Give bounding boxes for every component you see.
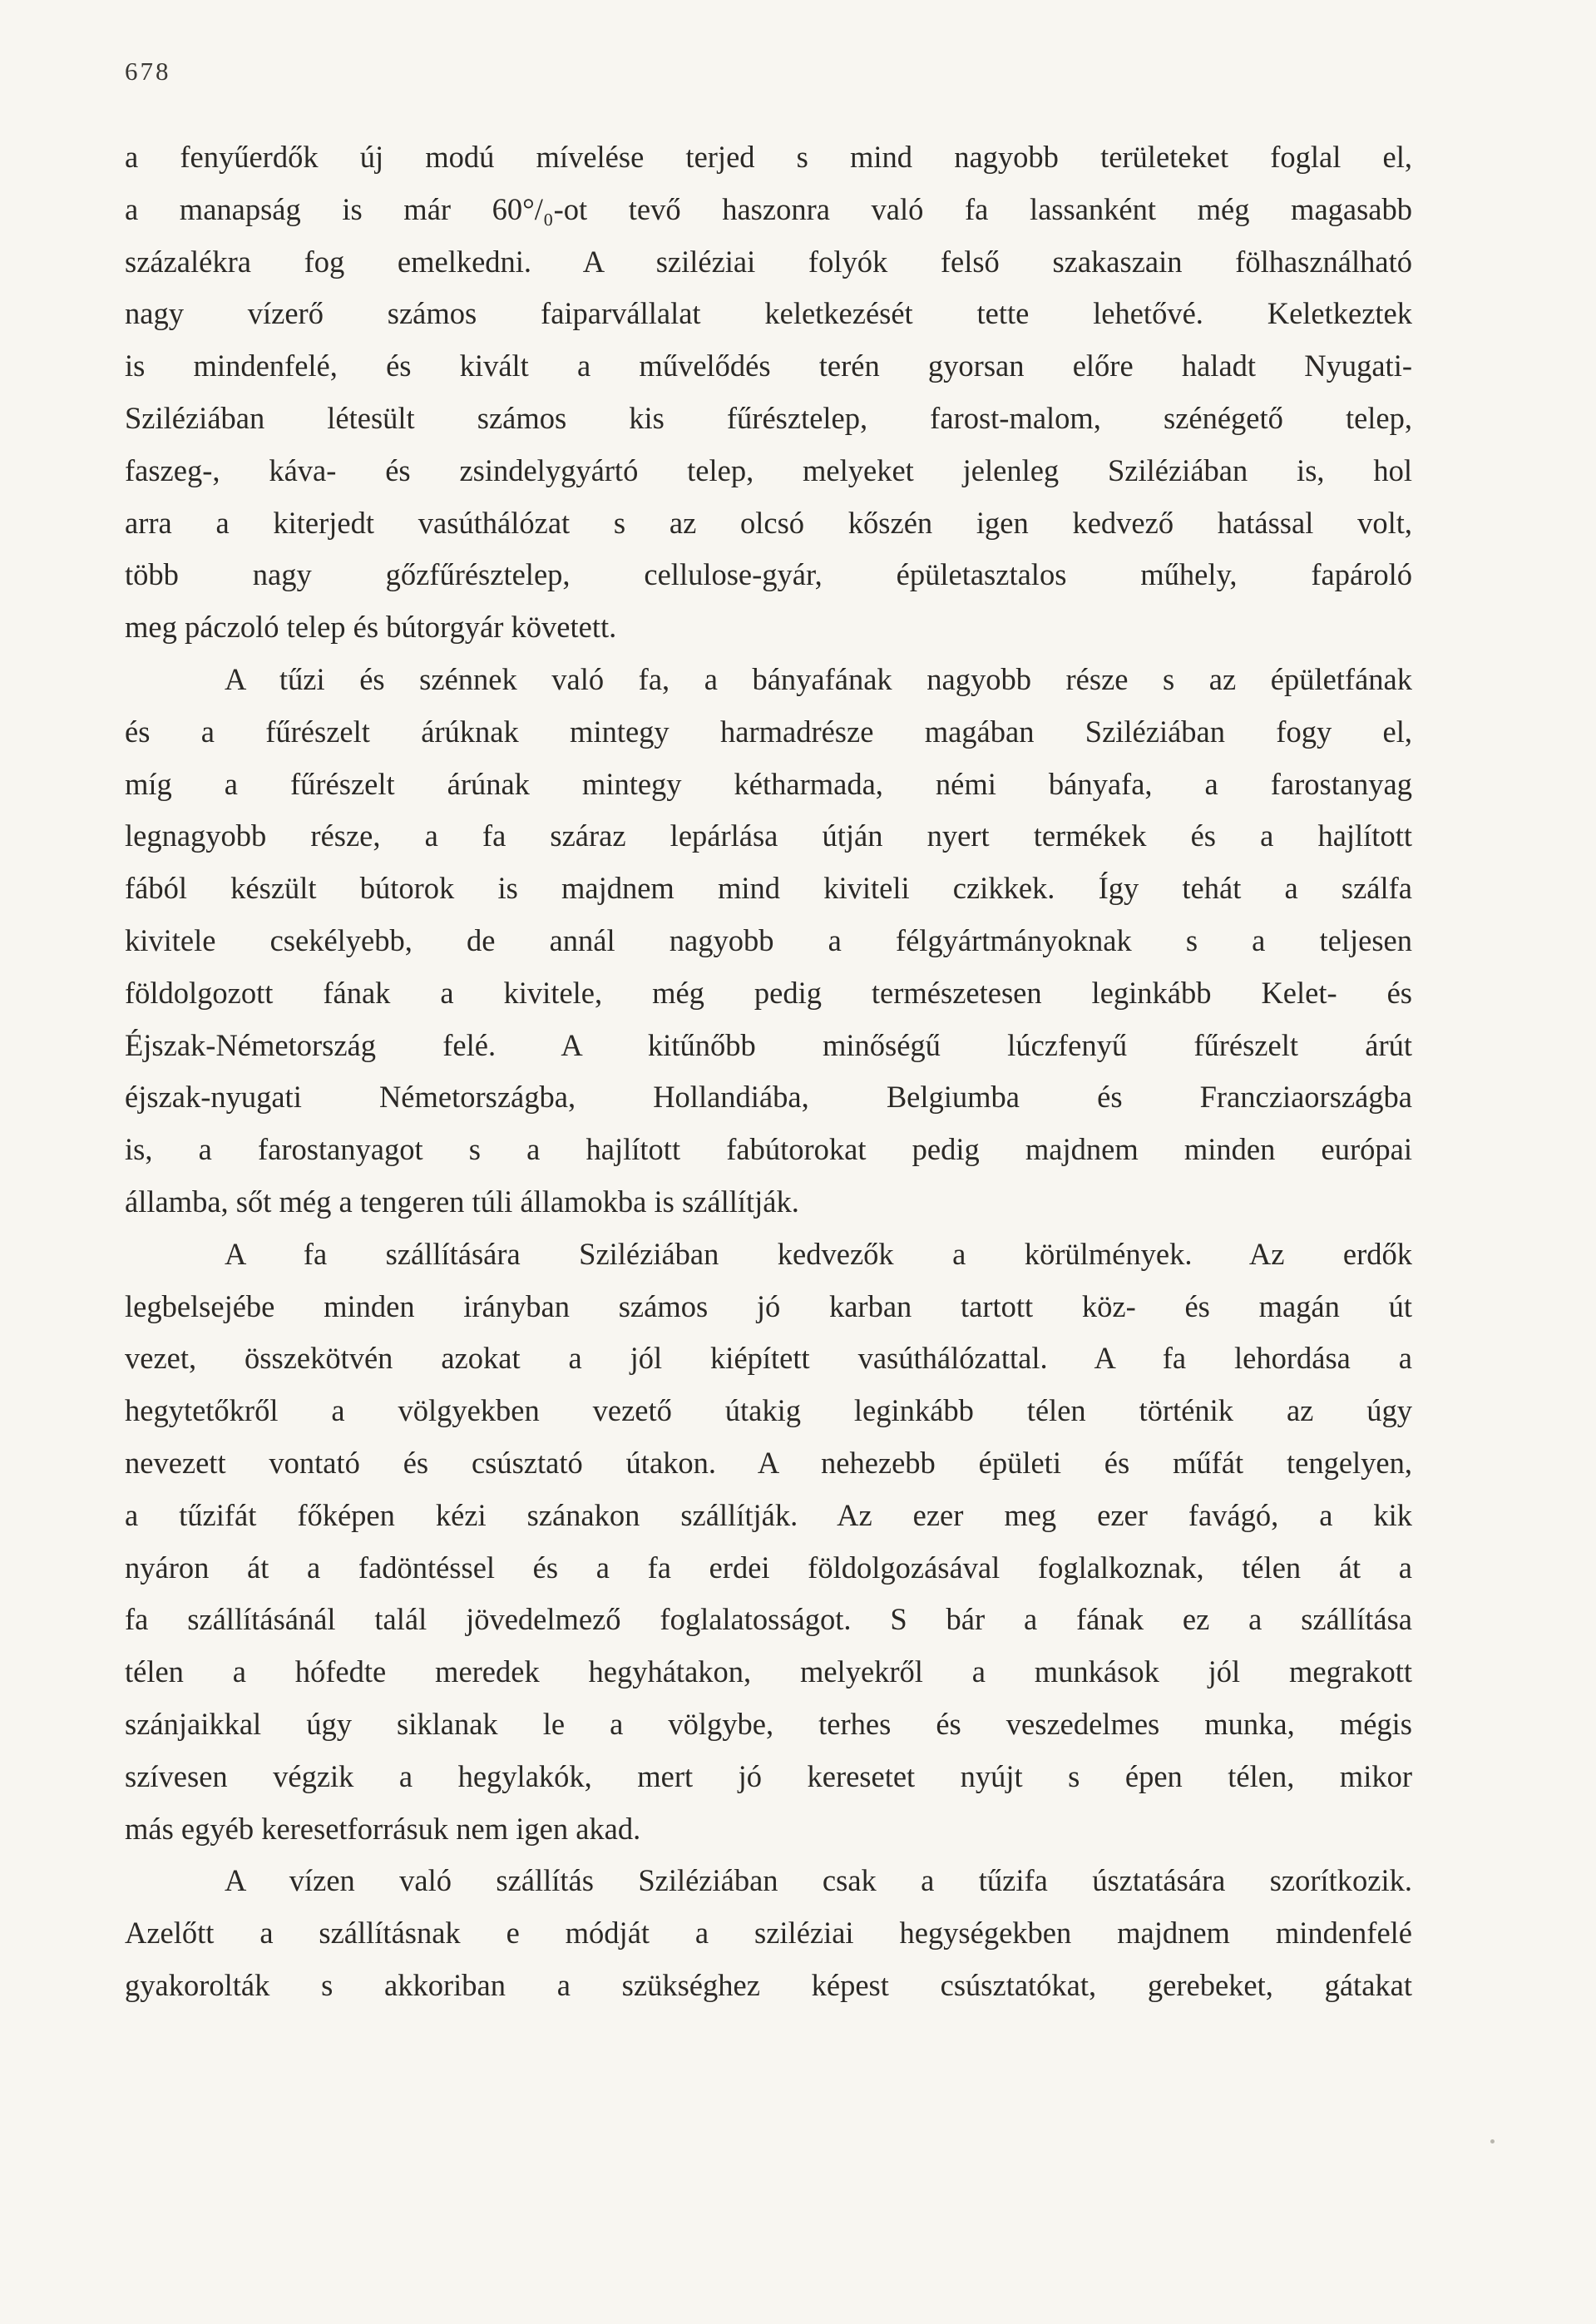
text-line: vezet, összekötvén azokat a jól kiépített vasúthálózattal. A fa lehordása a <box>125 1341 1412 1376</box>
text-line: is, a farostanyagot s a hajlított fabútorokat pedig majdnem minden európai <box>125 1132 1412 1167</box>
body-text <box>125 131 1412 2012</box>
text-line: arra a kiterjedt vasúthálózat s az olcsó kőszén igen kedvező hatással volt, <box>125 505 1412 540</box>
text-line: A vízen való szállítás Sziléziában csak a tűzifa úsztatására szorítkozik. <box>225 1863 1412 1898</box>
text-line: télen a hófedte meredek hegyhátakon, melyekről a munkások jól megrakott <box>125 1654 1412 1689</box>
text-line: éjszak-nyugati Németországba, Hollandiába, Belgiumba és Francziaországba <box>125 1080 1412 1115</box>
text-line: faszeg-, káva- és zsindelygyártó telep, melyeket jelenleg Sziléziában is, hol <box>125 452 1412 487</box>
text-line: legbelsejébe minden irányban számos jó karban tartott köz- és magán út <box>125 1288 1412 1323</box>
text-line: más egyéb keresetforrásuk nem igen akad. <box>125 1811 641 1846</box>
text-line: is mindenfelé, és kivált a művelődés terén gyorsan előre haladt Nyugati- <box>125 349 1412 383</box>
text-line: földolgozott fának a kivitele, még pedig természetesen leginkább Kelet- és <box>125 975 1412 1010</box>
paragraph-3 <box>125 1229 1412 1856</box>
text-line: fából készült bútorok is majdnem mind kiviteli czikkek. Így tehát a szálfa <box>125 871 1412 906</box>
text-line: államba, sőt még a tengeren túli államokba is szállítják. <box>125 1184 799 1219</box>
text-line: fa szállításánál talál jövedelmező foglalatosságot. S bár a fának ez a szállítása <box>125 1602 1412 1637</box>
text-line: és a fűrészelt árúknak mintegy harmadrésze magában Sziléziában fogy el, <box>125 714 1412 749</box>
text-line: nyáron át a fadöntéssel és a fa erdei földolgozásával foglalkoznak, télen át a <box>125 1550 1412 1585</box>
text-line: Éjszak-Németország felé. A kitűnőbb minőségű lúczfenyű fűrészelt árút <box>125 1027 1412 1062</box>
text-line: meg páczoló telep és bútorgyár követett. <box>125 610 617 645</box>
text-line: míg a fűrészelt árúnak mintegy kétharmada, némi bányafa, a farostanyag <box>125 766 1412 801</box>
text-line: szívesen végzik a hegylakók, mert jó keresetet nyújt s épen télen, mikor <box>125 1758 1412 1793</box>
paragraph-4 <box>125 1855 1412 2011</box>
text-line: hegytetőkről a völgyekben vezető útakig leginkább télen történik az úgy <box>125 1393 1412 1428</box>
text-line: nagy vízerő számos faiparvállalat keletkezését tette lehetővé. Keletkeztek <box>125 296 1412 331</box>
text-line: nevezett vontató és csúsztató útakon. A nehezebb épületi és műfát tengelyen, <box>125 1445 1412 1480</box>
text-line: gyakorolták s akkoriban a szükséghez képest csúsztatókat, gerebeket, gátakat <box>125 1967 1412 2002</box>
text-line: A fa szállítására Sziléziában kedvezők a körülmények. Az erdők <box>225 1236 1412 1271</box>
text-line: több nagy gőzfűrésztelep, cellulose-gyár, épületasztalos műhely, fapároló <box>125 557 1412 592</box>
page-number: 678 <box>125 57 171 86</box>
paragraph-2 <box>125 654 1412 1229</box>
page-speck <box>1490 2139 1495 2144</box>
text-line: százalékra fog emelkedni. A sziléziai folyók felső szakaszain fölhasználható <box>125 244 1412 279</box>
text-line: szánjaikkal úgy siklanak le a völgybe, terhes és veszedelmes munka, mégis <box>125 1706 1412 1741</box>
text-line: A tűzi és szénnek való fa, a bányafának nagyobb része s az épületfának <box>225 661 1412 696</box>
text-line: Azelőtt a szállításnak e módját a sziléziai hegységekben majdnem mindenfelé <box>125 1916 1412 1951</box>
text-line: Sziléziában létesült számos kis fűrésztelep, farost-malom, szénégető telep, <box>125 400 1412 435</box>
paragraph-1 <box>125 131 1412 654</box>
text-line: kivitele csekélyebb, de annál nagyobb a félgyártmányoknak s a teljesen <box>125 922 1412 957</box>
text-line: a manapság is már 60°/₀-ot tevő haszonra való fa lassanként még magasabb <box>125 191 1412 226</box>
text-line: a tűzifát főképen kézi szánakon szállítják. Az ezer meg ezer favágó, a kik <box>125 1497 1412 1532</box>
text-line: legnagyobb része, a fa száraz lepárlása útján nyert termékek és a hajlított <box>125 818 1412 853</box>
text-line: a fenyűerdők új modú mívelése terjed s mind nagyobb területeket foglal el, <box>125 140 1412 174</box>
